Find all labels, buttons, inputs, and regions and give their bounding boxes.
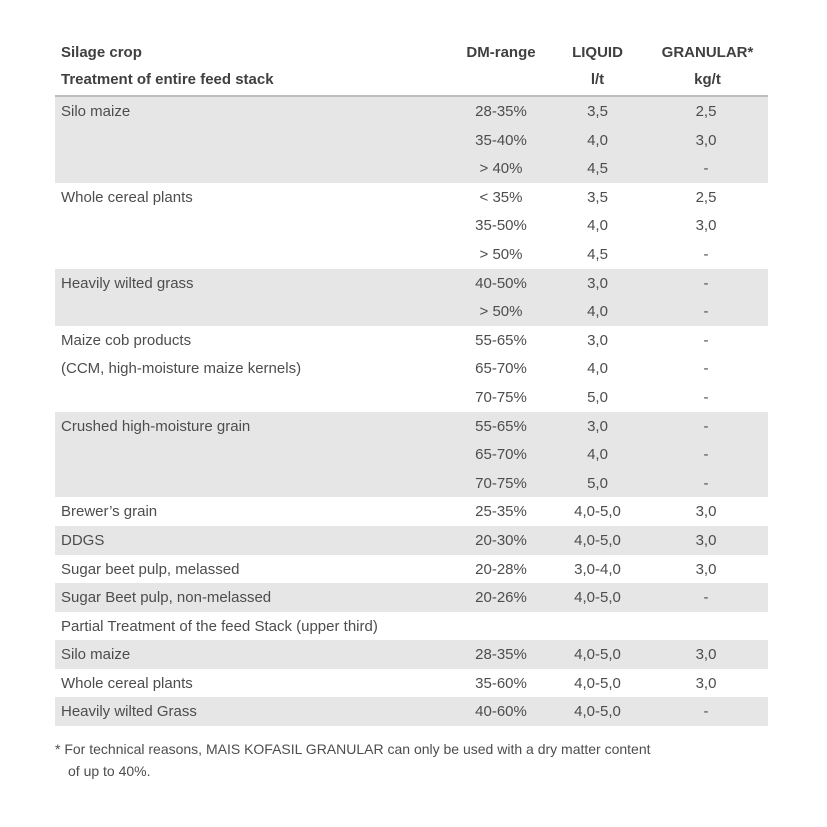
cell-crop: Crushed high-moisture grain <box>61 417 251 435</box>
row-group <box>55 183 768 269</box>
cell-liquid: 4,5 <box>587 245 608 263</box>
cell-liquid: 5,0 <box>587 388 608 406</box>
dosage-table <box>55 40 768 726</box>
cell-granular: - <box>703 388 709 406</box>
cell-dm-range: 35-40% <box>475 131 527 149</box>
cell-granular: - <box>703 446 709 464</box>
cell-crop: DDGS <box>61 531 105 549</box>
header-row-1 <box>55 40 768 67</box>
cell-liquid: 4,0 <box>587 217 608 235</box>
cell-liquid: 4,0 <box>587 131 608 149</box>
cell-liquid: 4,0 <box>587 446 608 464</box>
table-row <box>55 97 768 126</box>
row-group <box>55 583 768 612</box>
cell-liquid: 5,0 <box>587 474 608 492</box>
cell-dm-range: 55-65% <box>475 417 527 435</box>
cell-granular: 2,5 <box>695 188 717 206</box>
row-group <box>55 555 768 584</box>
cell-granular: - <box>703 274 709 292</box>
table-row <box>55 154 768 183</box>
header-dm-range: DM-range <box>466 44 536 61</box>
cell-liquid: 4,0 <box>587 303 608 321</box>
cell-liquid: 4,0 <box>587 360 608 378</box>
table-row <box>55 240 768 269</box>
cell-crop: Silo maize <box>61 646 131 664</box>
cell-granular: - <box>703 160 709 178</box>
cell-dm-range: 28-35% <box>475 646 527 664</box>
cell-dm-range: 28-35% <box>475 103 527 120</box>
cell-dm-range: > 50% <box>479 245 523 263</box>
cell-liquid: 4,0-5,0 <box>574 589 621 607</box>
cell-crop: Sugar beet pulp, melassed <box>61 560 240 578</box>
row-group <box>55 612 768 641</box>
cell-crop: Whole cereal plants <box>61 674 193 692</box>
table-row <box>55 412 768 441</box>
cell-granular: 3,0 <box>695 217 717 235</box>
row-group <box>55 640 768 669</box>
cell-dm-range: 20-28% <box>475 560 527 578</box>
header-treatment: Treatment of entire feed stack <box>61 71 274 88</box>
cell-crop: Maize cob products <box>61 331 192 349</box>
cell-granular: 3,0 <box>695 560 717 578</box>
cell-crop: Silo maize <box>61 103 131 120</box>
cell-granular: 3,0 <box>695 674 717 692</box>
cell-granular: - <box>703 331 709 349</box>
cell-dm-range: 25-35% <box>475 503 527 521</box>
table-row <box>55 583 768 612</box>
cell-liquid: 4,0-5,0 <box>574 703 621 721</box>
cell-dm-range: 20-26% <box>475 589 527 607</box>
cell-crop: (CCM, high-moisture maize kernels) <box>61 360 302 378</box>
table-row <box>55 555 768 584</box>
row-group <box>55 97 768 183</box>
cell-liquid: 4,0-5,0 <box>574 531 621 549</box>
row-group <box>55 412 768 498</box>
table-row <box>55 326 768 355</box>
cell-granular: - <box>703 589 709 607</box>
table-row <box>55 612 768 641</box>
cell-liquid: 3,5 <box>587 103 608 120</box>
cell-dm-range: < 35% <box>479 188 523 206</box>
table-row <box>55 497 768 526</box>
cell-liquid: 4,0-5,0 <box>574 646 621 664</box>
header-silage-crop: Silage crop <box>61 44 142 61</box>
cell-liquid: 3,0 <box>587 274 608 292</box>
table-row <box>55 697 768 726</box>
cell-granular: 3,0 <box>695 646 717 664</box>
table-row <box>55 383 768 412</box>
cell-granular: 3,0 <box>695 531 717 549</box>
header-row-2 <box>55 67 768 94</box>
footnote-line-2: of up to 40%. <box>68 763 151 779</box>
header-liquid-unit: l/t <box>590 71 605 88</box>
table-row <box>55 183 768 212</box>
cell-dm-range: 40-60% <box>475 703 527 721</box>
table-row <box>55 269 768 298</box>
table-row <box>55 526 768 555</box>
cell-dm-range: 20-30% <box>475 531 527 549</box>
cell-granular: 3,0 <box>695 503 717 521</box>
cell-granular: - <box>703 245 709 263</box>
table-row <box>55 469 768 498</box>
row-group <box>55 497 768 526</box>
header-granular: GRANULAR* <box>661 44 754 61</box>
cell-dm-range: 35-50% <box>475 217 527 235</box>
footnote-line-1: * For technical reasons, MAIS KOFASIL GRANULAR can only be used with a dry matter content <box>55 741 651 757</box>
cell-dm-range: > 40% <box>479 160 523 178</box>
cell-liquid: 4,0-5,0 <box>574 503 621 521</box>
cell-crop: Partial Treatment of the feed Stack (upper third) <box>61 617 378 635</box>
row-group <box>55 697 768 726</box>
table-row <box>55 440 768 469</box>
cell-crop: Heavily wilted Grass <box>61 703 197 721</box>
cell-dm-range: 70-75% <box>475 388 527 406</box>
cell-liquid: 3,0 <box>587 417 608 435</box>
table-row <box>55 211 768 240</box>
cell-granular: - <box>703 360 709 378</box>
cell-crop: Brewer’s grain <box>61 503 158 521</box>
header-granular-unit: kg/t <box>694 71 721 88</box>
cell-dm-range: 65-70% <box>475 446 527 464</box>
cell-crop: Heavily wilted grass <box>61 274 194 292</box>
row-group <box>55 326 768 412</box>
cell-dm-range: 35-60% <box>475 674 527 692</box>
cell-liquid: 3,0-4,0 <box>574 560 621 578</box>
table-row <box>55 126 768 155</box>
row-group <box>55 269 768 326</box>
cell-dm-range: 40-50% <box>475 274 527 292</box>
cell-dm-range: 65-70% <box>475 360 527 378</box>
cell-crop: Whole cereal plants <box>61 188 193 206</box>
cell-granular: - <box>703 417 709 435</box>
cell-liquid: 4,0-5,0 <box>574 674 621 692</box>
cell-granular: 3,0 <box>695 131 717 149</box>
cell-liquid: 3,0 <box>587 331 608 349</box>
row-group <box>55 526 768 555</box>
table-row <box>55 297 768 326</box>
row-group <box>55 669 768 698</box>
cell-dm-range: > 50% <box>479 303 523 321</box>
cell-dm-range: 55-65% <box>475 331 527 349</box>
table-row <box>55 354 768 383</box>
header-liquid: LIQUID <box>572 44 623 61</box>
cell-granular: - <box>703 303 709 321</box>
cell-liquid: 3,5 <box>587 188 608 206</box>
cell-crop: Sugar Beet pulp, non-melassed <box>61 589 272 607</box>
cell-granular: 2,5 <box>695 103 717 120</box>
cell-granular: - <box>703 474 709 492</box>
table-row <box>55 640 768 669</box>
cell-dm-range: 70-75% <box>475 474 527 492</box>
table-body <box>55 97 768 726</box>
cell-granular: - <box>703 703 709 721</box>
footnote <box>55 738 755 782</box>
cell-liquid: 4,5 <box>587 160 608 178</box>
table-row <box>55 669 768 698</box>
